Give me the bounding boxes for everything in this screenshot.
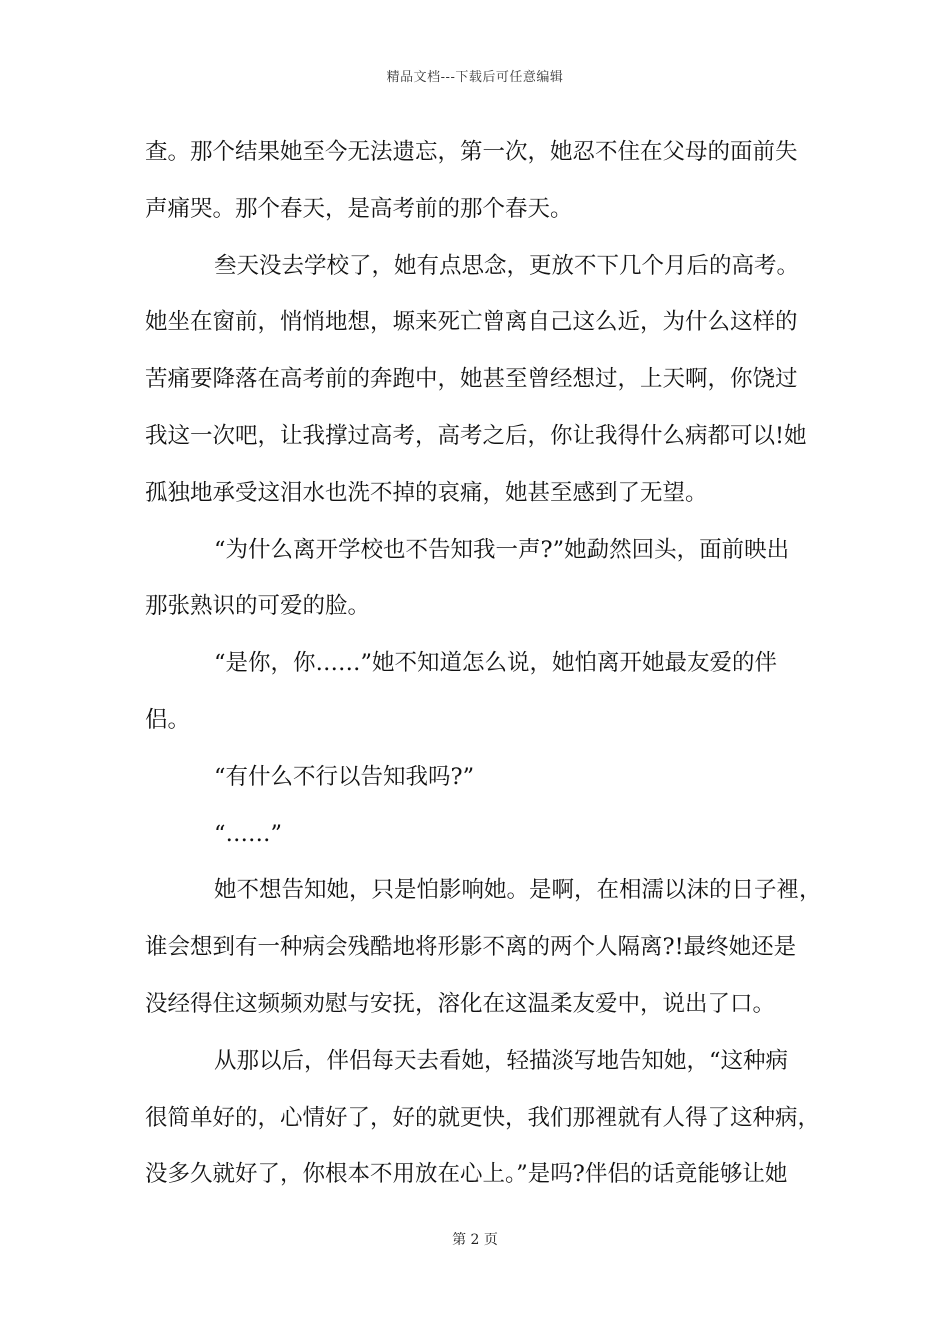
text-line: 查。那个结果她至今无法遗忘，第一次，她忍不住在父母的面前失 xyxy=(145,139,798,165)
text-line: “有什么不行以告知我吗?” xyxy=(214,763,475,790)
text-line: 没经得住这频频劝慰与安抚，溶化在这温柔友爱中，说出了口。 xyxy=(145,990,776,1017)
document-body xyxy=(145,130,822,1209)
text-line: 那张熟识的可爱的脸。 xyxy=(145,593,371,620)
text-line: 侣。 xyxy=(145,706,191,733)
page-number: 第 2 页 xyxy=(452,1232,498,1248)
text-line: 谁会想到有一种病会残酷地将形影不离的两个人隔离?!最终她还是 xyxy=(145,934,797,961)
text-line: 我这一次吧，让我撑过高考，高考之后，你让我得什么病都可以!她 xyxy=(145,422,807,449)
text-line: 没多久就好了，你根本不用放在心上。”是吗?伴侣的话竟能够让她 xyxy=(145,1161,788,1188)
text-line: 苦痛要降落在高考前的奔跑中，她甚至曾经想过，上天啊，你饶过 xyxy=(145,366,798,393)
text-line: 孤独地承受这泪水也洗不掉的哀痛，她甚至感到了无望。 xyxy=(145,479,708,506)
text-line: 叁天没去学校了，她有点思念，更放不下几个月后的高考。 xyxy=(214,252,800,279)
text-line: 很简单好的，心情好了，好的就更快，我们那裡就有人得了这种病， xyxy=(145,1104,821,1131)
text-line: 她不想告知她，只是怕影响她。是啊，在相濡以沫的日子裡， xyxy=(214,877,822,904)
page-header: 精品文档---下载后可任意编辑 xyxy=(386,70,564,85)
text-line: “是你，你……”她不知道怎么说，她怕离开她最友爱的伴 xyxy=(214,650,778,677)
text-line: 声痛哭。那个春天，是高考前的那个春天。 xyxy=(145,195,573,222)
text-line: “……” xyxy=(214,820,283,847)
text-line: 她坐在窗前，悄悄地想，塬来死亡曾离自己这么近，为什么这样的 xyxy=(145,309,798,336)
text-line: “为什么离开学校也不告知我一声?”她勐然回头，面前映出 xyxy=(214,536,790,563)
text-line: 从那以后，伴侣每天去看她，轻描淡写地告知她，“这种病 xyxy=(214,1047,789,1074)
